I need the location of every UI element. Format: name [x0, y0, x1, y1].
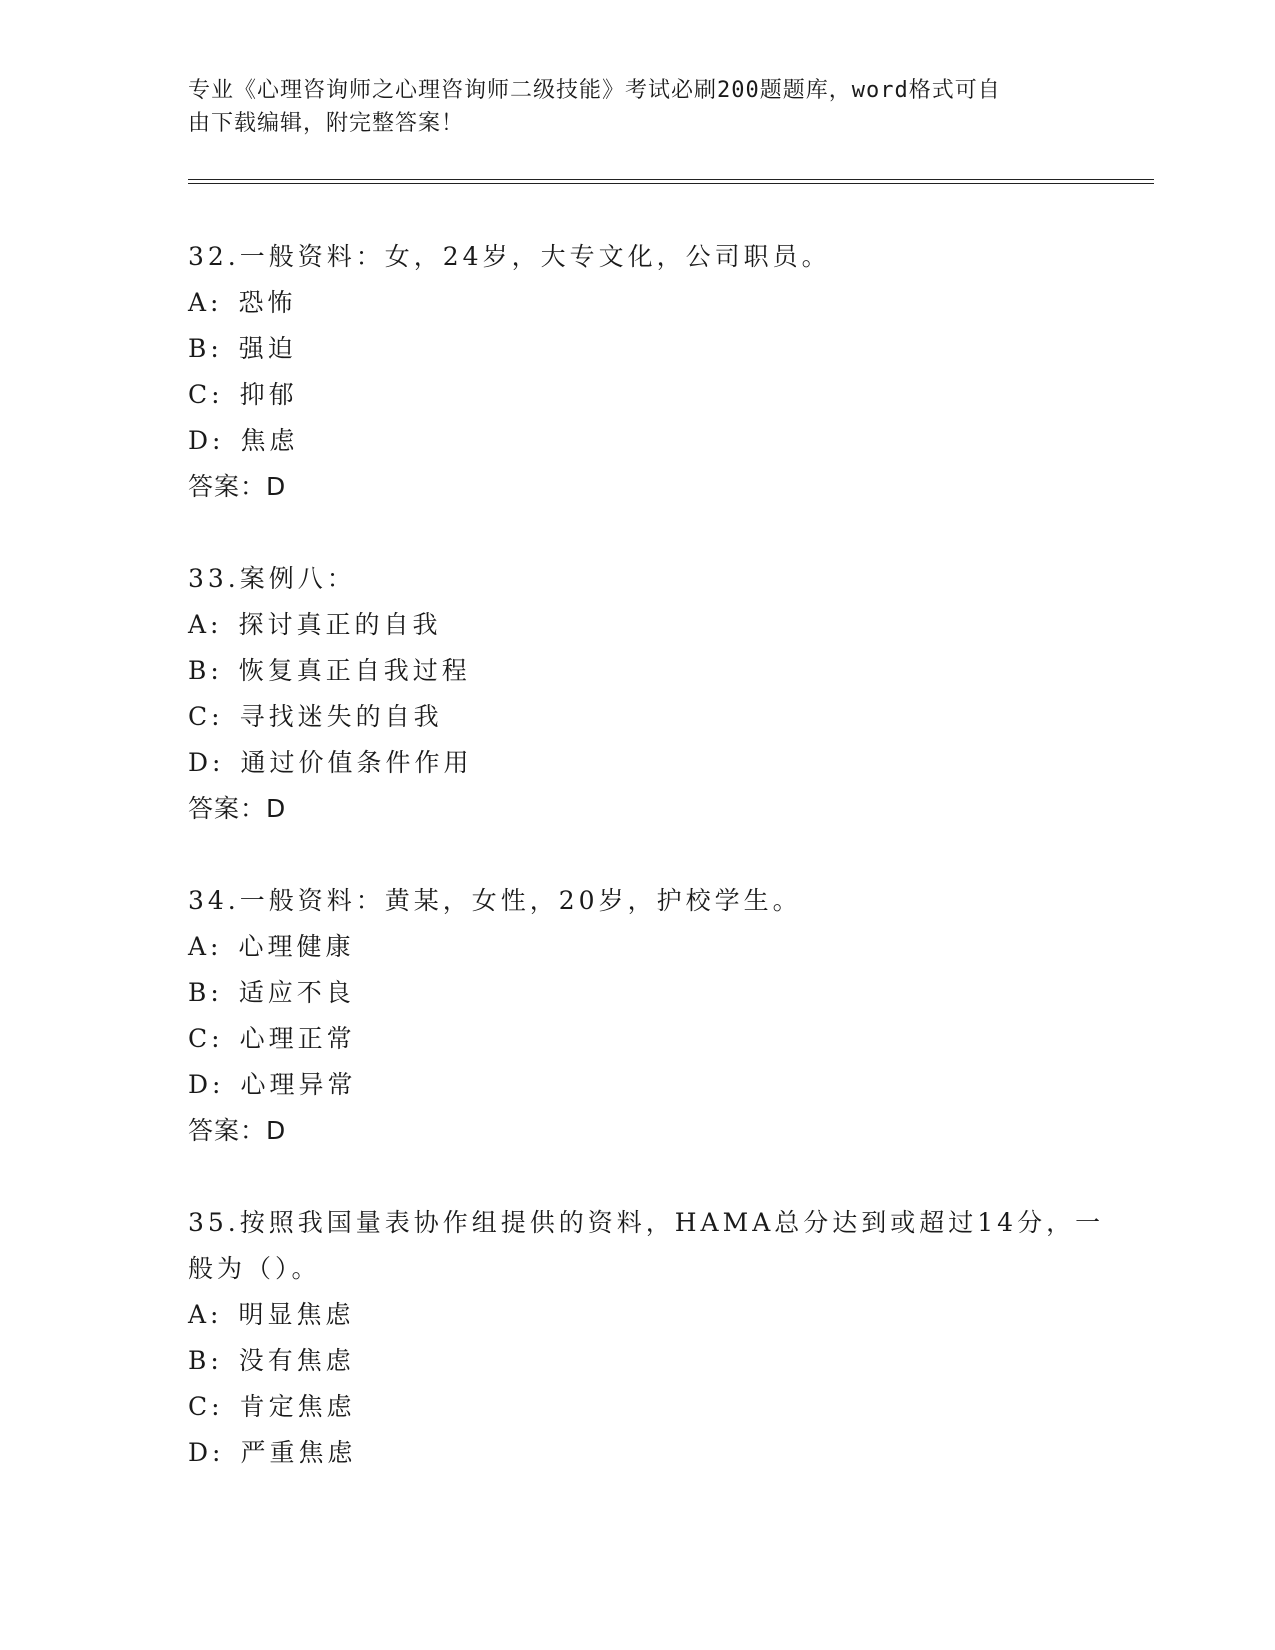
- option-letter: A:: [188, 932, 223, 961]
- header-line-1: 专业《心理咨询师之心理咨询师二级技能》考试必刷200题题库，word格式可自: [188, 78, 1001, 103]
- option-text: 恐怖: [238, 288, 297, 317]
- option-letter: A:: [188, 610, 223, 639]
- option-text: 明显焦虑: [238, 1300, 355, 1329]
- option-letter: D:: [188, 1070, 225, 1099]
- header-divider-bottom: [188, 183, 1154, 184]
- question-stem: 33.案例八：: [188, 564, 356, 593]
- option-letter: D:: [188, 748, 225, 777]
- option-text: 没有焦虑: [238, 1346, 355, 1375]
- answer-line: 答案：D: [188, 1116, 287, 1145]
- option-letter: C:: [188, 1392, 224, 1421]
- option-text: 心理异常: [240, 1070, 357, 1099]
- option-letter: A:: [188, 1300, 223, 1329]
- document-header: [188, 74, 1078, 140]
- answer-line: 答案：D: [188, 472, 287, 501]
- option-letter: B:: [188, 656, 223, 685]
- option-b: [188, 1338, 1088, 1384]
- question-34: [188, 878, 1088, 1154]
- question-stem: 34.一般资料：黄某，女性，20岁，护校学生。: [188, 886, 802, 915]
- question-stem: 32.一般资料：女，24岁，大专文化，公司职员。: [188, 242, 831, 271]
- option-text: 通过价值条件作用: [240, 748, 473, 777]
- question-32: [188, 234, 1088, 510]
- option-text: 寻找迷失的自我: [239, 702, 443, 731]
- option-letter: C:: [188, 702, 224, 731]
- option-text: 适应不良: [238, 978, 355, 1007]
- question-33: [188, 556, 1088, 832]
- option-letter: A:: [188, 288, 223, 317]
- option-text: 心理健康: [238, 932, 355, 961]
- option-letter: B:: [188, 1346, 223, 1375]
- option-b: [188, 326, 1088, 372]
- option-text: 严重焦虑: [240, 1438, 357, 1467]
- option-d: [188, 1062, 1088, 1108]
- question-35: [188, 1200, 1105, 1476]
- option-letter: D:: [188, 1438, 225, 1467]
- option-d: [188, 418, 1088, 464]
- question-stem-line-1: 35.按照我国量表协作组提供的资料，HAMA总分达到或超过14分，一: [188, 1208, 1105, 1237]
- option-c: [188, 694, 1088, 740]
- answer-line: 答案：D: [188, 794, 287, 823]
- option-a: [188, 1292, 1088, 1338]
- option-letter: C:: [188, 380, 224, 409]
- question-stem-line-2: 般为（）。: [188, 1254, 321, 1283]
- option-letter: B:: [188, 334, 223, 363]
- option-b: [188, 648, 1088, 694]
- option-letter: B:: [188, 978, 223, 1007]
- option-letter: C:: [188, 1024, 224, 1053]
- option-text: 探讨真正的自我: [238, 610, 442, 639]
- option-a: [188, 280, 1088, 326]
- option-c: [188, 1016, 1088, 1062]
- option-text: 强迫: [238, 334, 297, 363]
- option-text: 恢复真正自我过程: [238, 656, 471, 685]
- option-text: 心理正常: [239, 1024, 356, 1053]
- option-c: [188, 1384, 1088, 1430]
- option-a: [188, 602, 1088, 648]
- header-line-2: 由下载编辑，附完整答案！: [188, 111, 465, 136]
- option-d: [188, 740, 1088, 786]
- option-b: [188, 970, 1088, 1016]
- option-text: 焦虑: [240, 426, 299, 455]
- option-text: 抑郁: [239, 380, 298, 409]
- option-d: [188, 1430, 1088, 1476]
- option-text: 肯定焦虑: [239, 1392, 356, 1421]
- header-divider-top: [188, 179, 1154, 180]
- option-a: [188, 924, 1088, 970]
- option-c: [188, 372, 1088, 418]
- option-letter: D:: [188, 426, 225, 455]
